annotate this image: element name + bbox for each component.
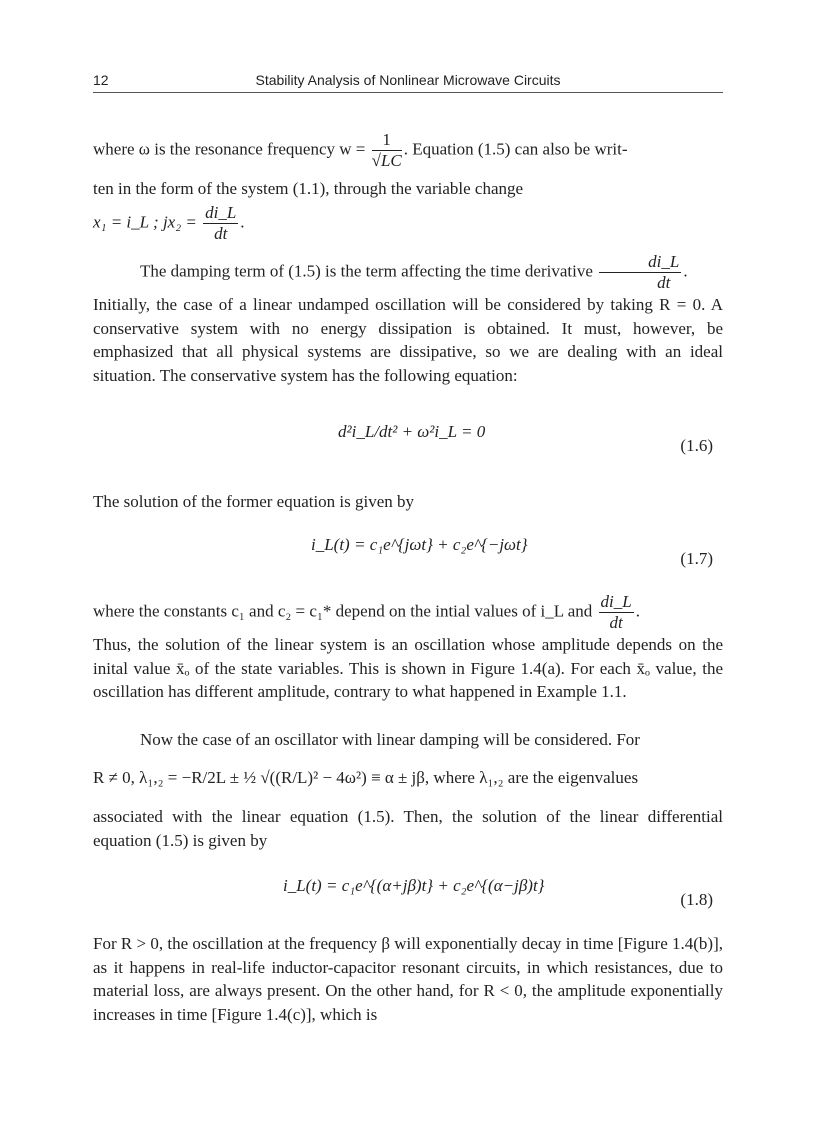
running-title: Stability Analysis of Nonlinear Microwave Circuits	[255, 72, 561, 88]
fraction-variable-change: $\frac{di\_L}{dt}$	[205, 202, 237, 243]
p6-text: For R > 0, the oscillation at the frequency β will exponentially decay in time [Figure 1.4(b)], as it happens in real-life inductor-capacitor resonant circuits, in which resistances, due to material loss, are always present. On the other hand, for R < 0, the amplitude exponentially increases in time [Figure 1.4(c)], which is	[93, 934, 723, 1024]
equation-1-6	[93, 422, 723, 472]
p2-text-a: The damping term of (1.5) is the term affecting the time derivative	[140, 261, 593, 281]
equation-1-7	[93, 535, 723, 585]
running-header	[93, 70, 723, 93]
equation-1-8-label: (1.8)	[680, 890, 713, 909]
p2-text-b: Initially, the case of a linear undamped oscillation will be considered by taking R = 0. A conservative system with no energy dissipation is obtained. It must, however, be emphasized that all physical systems are dissipative, so we are dealing with an ideal situation. The conservative system has the following equation:	[93, 295, 723, 385]
equation-1-6-label: (1.6)	[680, 436, 713, 455]
paragraph-3	[93, 490, 723, 514]
equation-1-8-expression: i_L(t) = c₁e^{(α+jβ)t} + c₂e^{(α−jβ)t}	[283, 876, 545, 895]
fraction-resonance: $\frac{1}{√LC}$	[371, 130, 402, 170]
fraction-derivative: $\frac{di\_L}{dt}$	[599, 252, 681, 293]
p1-text-c: ten in the form of the system (1.1), through the variable change	[93, 179, 524, 198]
page-number: 12	[93, 72, 109, 88]
p1-text-b: . Equation (1.5) can also be writ-	[403, 139, 628, 159]
fraction-initial-derivative: $\frac{di\_L}{dt}$	[600, 592, 632, 632]
p5-text-a: Now the case of an oscillator with linear damping will be considered. For	[140, 730, 640, 749]
p1-text-a: where ω is the resonance frequency w =	[93, 139, 366, 159]
p4-text-b: Thus, the solution of the linear system is an oscillation whose amplitude depends on the inital value x̄ₒ of the state variables. This is shown in Figure 1.4(a). For each x̄ₒ value, the oscillation has different amplitude, contrary to what happened in Example 1.1.	[93, 635, 723, 701]
paragraph-2: The damping term of (1.5) is the term affecting the time derivative $\frac{di\_L}{dt}$ . Initially, the case of a linear undamped oscillation will be considered by taking R = 0. A conservative system with no energy dissipation is obtained. It must, however, be emphasized that all physical systems are dissipative, so we are dealing with an ideal situation. The conservative system has the following equation:	[93, 252, 723, 387]
p5-text-c: associated with the linear equation (1.5). Then, the solution of the linear differential equation (1.5) is given by	[93, 807, 723, 850]
p3-text: The solution of the former equation is given by	[93, 492, 415, 511]
equation-1-6-expression: d²i_L/dt² + ω²i_L = 0	[338, 422, 486, 441]
p4-text-a: where the constants c₁ and c₂ = c₁* depend on the intial values of i_L and	[93, 601, 593, 621]
equation-1-7-expression: i_L(t) = c₁e^{jωt} + c₂e^{−jωt}	[311, 535, 528, 554]
p1-text-d: x₁ = i_L ; jx₂ =	[93, 211, 197, 231]
paragraph-5	[93, 728, 723, 852]
p5-text-b: R ≠ 0, λ₁,₂ = −R/2L ± ½ √((R/L)² − 4ω²) ≡ α ± jβ, where λ₁,₂ are the eigenvalues	[93, 767, 639, 787]
equation-1-7-label: (1.7)	[680, 549, 713, 568]
paragraph-6	[93, 932, 723, 1026]
equation-1-8	[93, 876, 723, 926]
paragraph-4: where the constants c₁ and c₂ = c₁* depend on the intial values of i_L and $\frac{di\_L}{dt}$ . Thus, the solution of the linear system is an oscillation whose amplitude depends on the inital value x̄ₒ of the state variables. This is shown in Figure 1.4(a). For each x̄ₒ value, the oscillation has different amplitude, contrary to what happened in Example 1.1.	[93, 592, 723, 704]
paragraph-1: where ω is the resonance frequency w = $\frac{1}{√LC}$ . Equation (1.5) can also be writ- ten in the form of the system (1.1), through the variable change x₁ = i_L ; jx₂ = $\frac{di\_L}{dt}$ .	[93, 130, 723, 244]
